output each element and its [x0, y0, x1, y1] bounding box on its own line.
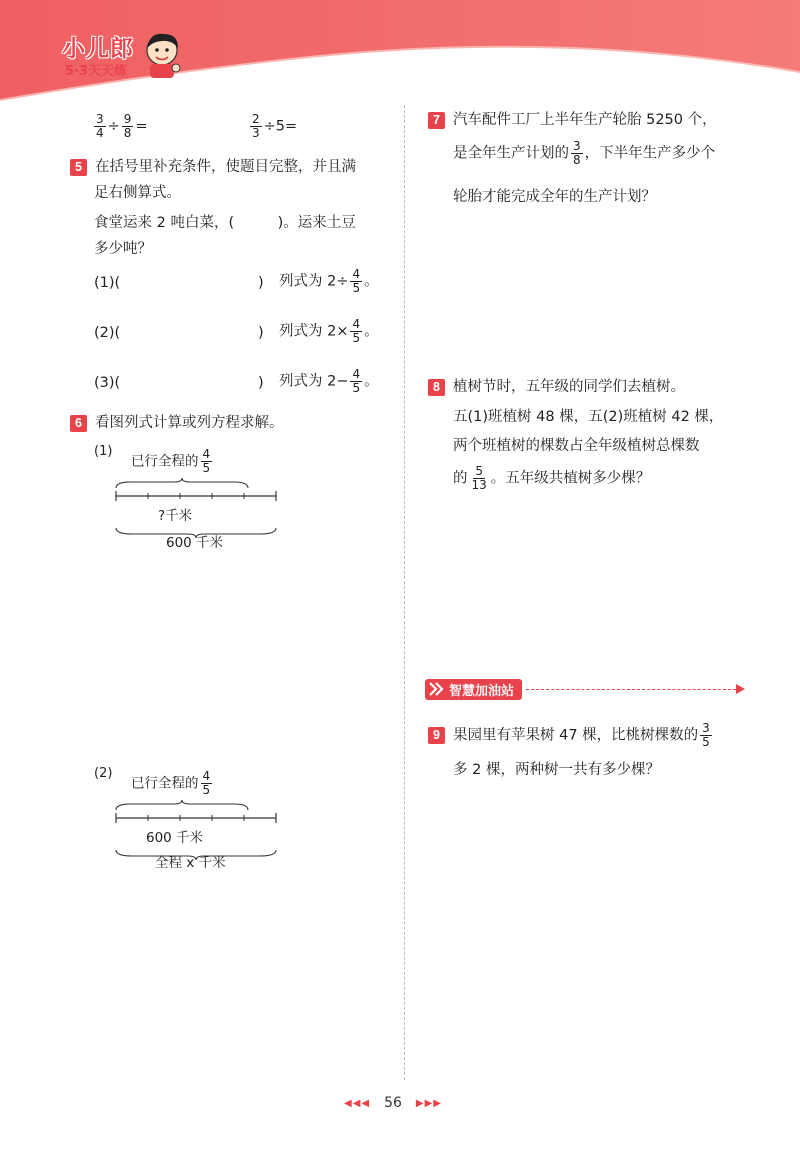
line-text: 的: [453, 470, 468, 487]
page-footer: [344, 1095, 442, 1111]
brand-logo-subtitle: 5·3天天练: [65, 64, 128, 79]
diagram-2-mid-caption: 600 千米: [146, 830, 204, 846]
double-chevron-icon: [429, 682, 445, 696]
left-arrows-icon: ◀◀◀: [344, 1097, 371, 1109]
item-end-mark: 。: [364, 373, 379, 390]
fraction-denominator: 5: [202, 461, 211, 475]
item-close-paren: ): [258, 375, 264, 391]
fraction-denominator: 5: [702, 735, 710, 749]
diagram-1-mid-caption: ?千米: [158, 508, 193, 524]
question-5-header: [70, 157, 356, 177]
question-number-badge: 9: [428, 727, 445, 744]
line-text: ，下半年生产多少个: [584, 145, 716, 162]
question-7-header: [428, 110, 717, 130]
item-label: (1)(: [94, 275, 121, 291]
equals-sign: =: [135, 118, 148, 135]
item-expression: 列式为 2×: [279, 323, 349, 340]
banner-label: [425, 679, 522, 700]
fraction-numerator: 3: [573, 139, 581, 153]
line-text: 果园里有苹果树 47 棵，比桃树棵数的: [453, 727, 699, 744]
question-5-line-2: 足右侧算式。: [94, 185, 181, 201]
item-end-mark: 。: [364, 323, 379, 340]
question-8-line-4: [453, 465, 650, 492]
fraction-numerator: 4: [202, 769, 211, 783]
diagram-2-bottom-caption: 全程 x 千米: [155, 855, 226, 871]
question-8-line-1: 植树节时，五年级的同学们去植树。: [453, 379, 685, 395]
arrow-right-icon: [736, 684, 746, 694]
fraction-denominator: 5: [352, 381, 361, 395]
column-divider: [404, 105, 405, 1080]
question-number-badge: 8: [428, 379, 445, 396]
question-5-line-3: 食堂运来 2 吨白菜，( )。运来土豆: [94, 215, 356, 231]
calc-row-fraction-2: [248, 113, 297, 140]
question-8-header: [428, 377, 685, 397]
diagram-1-bottom-caption: 600 千米: [166, 535, 224, 551]
question-number-badge: 7: [428, 112, 445, 129]
diagram-2-label: (2): [94, 766, 113, 781]
fraction-numerator: 4: [352, 317, 361, 331]
item-end-mark: 。: [364, 273, 379, 290]
fraction-numerator: 4: [352, 267, 361, 281]
fraction-denominator: 4: [96, 126, 104, 140]
diagram-2-top-caption: [131, 770, 214, 797]
diagram-1-label: (1): [94, 444, 113, 459]
fraction-denominator: 5: [352, 281, 361, 295]
operator: ÷: [107, 118, 120, 135]
question-8-line-3: 两个班植树的棵数占全年级植树总棵数: [453, 438, 700, 454]
fraction-denominator: 13: [471, 478, 487, 492]
question-8-line-2: 五(1)班植树 48 棵，五(2)班植树 42 棵，: [453, 409, 724, 425]
item-label: (3)(: [94, 375, 121, 391]
question-9-header: [428, 722, 714, 749]
fraction-denominator: 3: [252, 126, 260, 140]
mascot-boy-icon: [140, 28, 186, 80]
section-banner: [425, 679, 746, 699]
item-label: (2)(: [94, 325, 121, 341]
question-9-line-1: [453, 722, 714, 749]
fraction-denominator: 5: [202, 783, 211, 797]
fraction-numerator: 3: [702, 721, 710, 735]
question-9-line-2: 多 2 棵，两种树一共有多少棵？: [453, 762, 660, 778]
calc-row-fraction-1: [92, 113, 148, 140]
question-6-title: 看图列式计算或列方程求解。: [95, 415, 284, 431]
item-close-paren: ): [258, 275, 264, 291]
question-7-line-2: [453, 140, 715, 167]
fraction-numerator: 9: [123, 112, 132, 126]
operator-expression: ÷5=: [263, 118, 298, 135]
question-7-line-3: 轮胎才能完成全年的生产计划？: [453, 189, 656, 205]
fraction-denominator: 8: [573, 153, 581, 167]
question-5-line-1: 在括号里补充条件，使题目完整，并且满: [95, 159, 356, 175]
fraction-numerator: 5: [475, 464, 483, 478]
diagram-1-line-segment: [110, 478, 280, 538]
question-5-item-3: [94, 367, 394, 395]
banner-dashed-line: [526, 689, 736, 690]
line-text: 是全年生产计划的: [453, 145, 569, 162]
caption-text: 已行全程的: [131, 775, 199, 792]
question-number-badge: 6: [70, 415, 87, 432]
diagram-1-top-caption: [131, 448, 214, 475]
fraction-numerator: 4: [352, 367, 361, 381]
question-number-badge: 5: [70, 159, 87, 176]
item-close-paren: ): [258, 325, 264, 341]
banner-text: 智慧加油站: [449, 683, 515, 699]
fraction-numerator: 2: [252, 112, 260, 126]
caption-text: 已行全程的: [131, 453, 199, 470]
fraction-numerator: 3: [96, 112, 104, 126]
question-7-line-1: 汽车配件工厂上半年生产轮胎 5250 个，: [453, 112, 717, 128]
question-6-header: [70, 413, 284, 433]
question-5-line-4: 多少吨？: [94, 241, 152, 257]
brand-logo-title: 小儿郎: [62, 36, 134, 62]
fraction-denominator: 8: [123, 126, 132, 140]
item-expression: 列式为 2÷: [279, 273, 349, 290]
line-text: 。五年级共植树多少棵？: [490, 470, 651, 487]
item-expression: 列式为 2−: [279, 373, 349, 390]
page-number: 56: [384, 1095, 402, 1111]
right-arrows-icon: ▶▶▶: [415, 1097, 442, 1109]
fraction-numerator: 4: [202, 447, 211, 461]
fraction-denominator: 5: [352, 331, 361, 345]
question-5-item-1: [94, 267, 394, 295]
question-5-item-2: [94, 317, 394, 345]
